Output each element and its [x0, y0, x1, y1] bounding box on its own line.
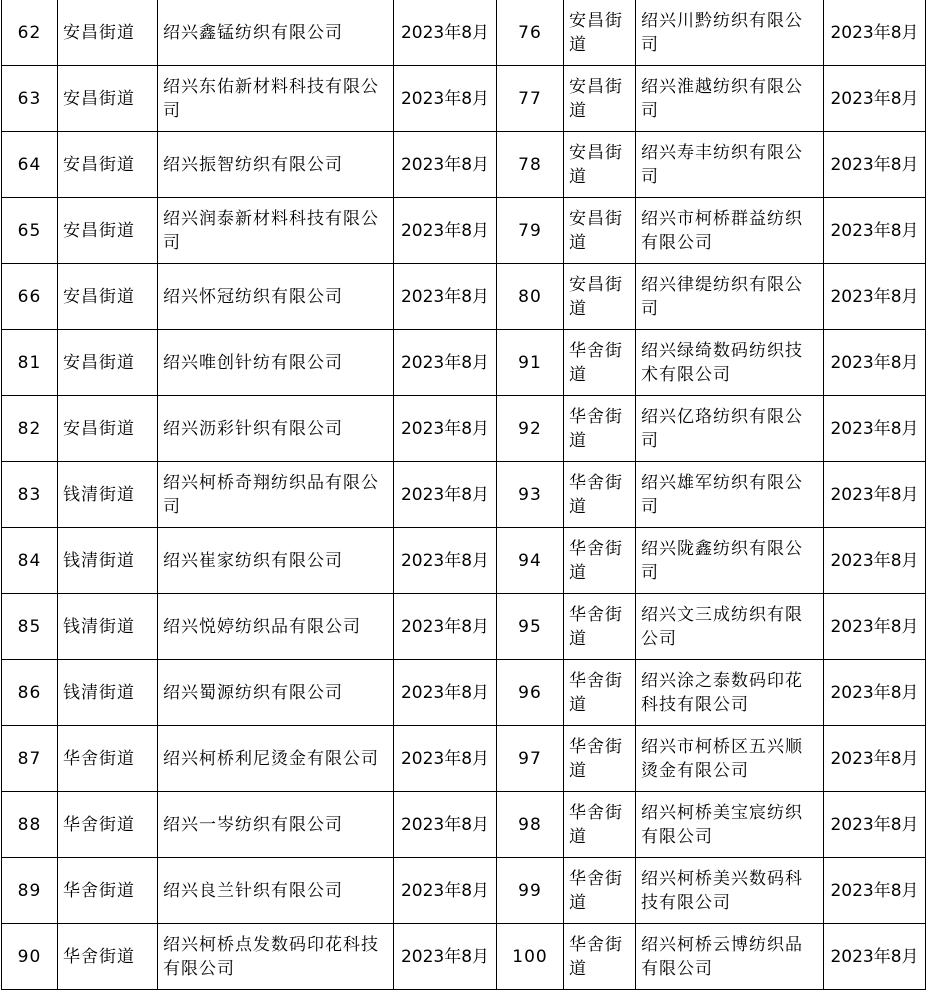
right-company-name: 绍兴柯桥美宝宸纺织有限公司	[636, 792, 824, 858]
left-row-number: 90	[2, 924, 58, 990]
left-company-name: 绍兴蜀源纺织有限公司	[158, 660, 394, 726]
left-company-name: 绍兴振智纺织有限公司	[158, 132, 394, 198]
left-row-number: 89	[2, 858, 58, 924]
left-street-name: 华舍街道	[58, 924, 158, 990]
right-row-number: 94	[497, 528, 564, 594]
table-row	[2, 594, 926, 660]
right-date-cell: 2023年8月	[824, 132, 926, 198]
right-company-name: 绍兴陇鑫纺织有限公司	[636, 528, 824, 594]
right-date-cell: 2023年8月	[824, 660, 926, 726]
right-company-name: 绍兴寿丰纺织有限公司	[636, 132, 824, 198]
right-row-number: 77	[497, 66, 564, 132]
table-body	[2, 0, 926, 990]
left-street-name: 安昌街道	[58, 0, 158, 66]
left-date-cell: 2023年8月	[394, 924, 497, 990]
right-street-name: 华舍街道	[564, 726, 636, 792]
left-date-cell: 2023年8月	[394, 396, 497, 462]
left-date-cell: 2023年8月	[394, 660, 497, 726]
left-row-number: 65	[2, 198, 58, 264]
right-date-cell: 2023年8月	[824, 66, 926, 132]
right-date-cell: 2023年8月	[824, 726, 926, 792]
right-row-number: 95	[497, 594, 564, 660]
right-street-name: 华舍街道	[564, 858, 636, 924]
table-row	[2, 528, 926, 594]
right-row-number: 93	[497, 462, 564, 528]
left-row-number: 64	[2, 132, 58, 198]
right-date-cell: 2023年8月	[824, 330, 926, 396]
right-date-cell: 2023年8月	[824, 924, 926, 990]
left-street-name: 华舍街道	[58, 726, 158, 792]
table-row	[2, 858, 926, 924]
right-row-number: 76	[497, 0, 564, 66]
table-row	[2, 264, 926, 330]
left-date-cell: 2023年8月	[394, 594, 497, 660]
table-row	[2, 924, 926, 990]
left-row-number: 88	[2, 792, 58, 858]
table-row	[2, 396, 926, 462]
left-company-name: 绍兴悦婷纺织品有限公司	[158, 594, 394, 660]
left-row-number: 66	[2, 264, 58, 330]
left-company-name: 绍兴良兰针织有限公司	[158, 858, 394, 924]
left-row-number: 82	[2, 396, 58, 462]
right-row-number: 97	[497, 726, 564, 792]
right-row-number: 98	[497, 792, 564, 858]
right-row-number: 100	[497, 924, 564, 990]
left-date-cell: 2023年8月	[394, 198, 497, 264]
table-row	[2, 198, 926, 264]
right-company-name: 绍兴市柯桥群益纺织有限公司	[636, 198, 824, 264]
table-row	[2, 726, 926, 792]
left-date-cell: 2023年8月	[394, 132, 497, 198]
left-street-name: 安昌街道	[58, 264, 158, 330]
right-row-number: 80	[497, 264, 564, 330]
right-company-name: 绍兴涂之泰数码印花科技有限公司	[636, 660, 824, 726]
right-date-cell: 2023年8月	[824, 462, 926, 528]
right-row-number: 92	[497, 396, 564, 462]
right-date-cell: 2023年8月	[824, 858, 926, 924]
right-date-cell: 2023年8月	[824, 0, 926, 66]
left-street-name: 安昌街道	[58, 132, 158, 198]
right-street-name: 安昌街道	[564, 66, 636, 132]
right-street-name: 安昌街道	[564, 198, 636, 264]
left-date-cell: 2023年8月	[394, 264, 497, 330]
right-street-name: 华舍街道	[564, 330, 636, 396]
right-company-name: 绍兴文三成纺织有限公司	[636, 594, 824, 660]
left-street-name: 钱清街道	[58, 660, 158, 726]
right-date-cell: 2023年8月	[824, 528, 926, 594]
left-date-cell: 2023年8月	[394, 0, 497, 66]
table-row	[2, 132, 926, 198]
left-date-cell: 2023年8月	[394, 792, 497, 858]
right-street-name: 安昌街道	[564, 264, 636, 330]
right-row-number: 99	[497, 858, 564, 924]
left-company-name: 绍兴润泰新材料科技有限公司	[158, 198, 394, 264]
left-date-cell: 2023年8月	[394, 528, 497, 594]
left-date-cell: 2023年8月	[394, 462, 497, 528]
left-street-name: 安昌街道	[58, 396, 158, 462]
right-date-cell: 2023年8月	[824, 792, 926, 858]
right-company-name: 绍兴柯桥云博纺织品有限公司	[636, 924, 824, 990]
right-street-name: 华舍街道	[564, 924, 636, 990]
right-company-name: 绍兴律缇纺织有限公司	[636, 264, 824, 330]
right-street-name: 华舍街道	[564, 594, 636, 660]
left-row-number: 63	[2, 66, 58, 132]
right-street-name: 华舍街道	[564, 792, 636, 858]
table-row	[2, 792, 926, 858]
table-row	[2, 330, 926, 396]
left-street-name: 华舍街道	[58, 858, 158, 924]
table-row	[2, 66, 926, 132]
right-row-number: 79	[497, 198, 564, 264]
right-row-number: 96	[497, 660, 564, 726]
left-company-name: 绍兴柯桥点发数码印花科技有限公司	[158, 924, 394, 990]
left-street-name: 安昌街道	[58, 198, 158, 264]
left-row-number: 81	[2, 330, 58, 396]
right-street-name: 华舍街道	[564, 660, 636, 726]
right-row-number: 91	[497, 330, 564, 396]
table-row	[2, 0, 926, 66]
left-street-name: 安昌街道	[58, 330, 158, 396]
right-date-cell: 2023年8月	[824, 396, 926, 462]
left-street-name: 安昌街道	[58, 66, 158, 132]
left-street-name: 华舍街道	[58, 792, 158, 858]
left-company-name: 绍兴崔家纺织有限公司	[158, 528, 394, 594]
right-street-name: 安昌街道	[564, 0, 636, 66]
left-company-name: 绍兴鑫锰纺织有限公司	[158, 0, 394, 66]
left-row-number: 87	[2, 726, 58, 792]
left-company-name: 绍兴怀冠纺织有限公司	[158, 264, 394, 330]
right-company-name: 绍兴川黔纺织有限公司	[636, 0, 824, 66]
right-street-name: 安昌街道	[564, 132, 636, 198]
left-row-number: 84	[2, 528, 58, 594]
left-company-name: 绍兴柯桥利尼烫金有限公司	[158, 726, 394, 792]
left-date-cell: 2023年8月	[394, 66, 497, 132]
right-company-name: 绍兴柯桥美兴数码科技有限公司	[636, 858, 824, 924]
table-row	[2, 660, 926, 726]
left-street-name: 钱清街道	[58, 594, 158, 660]
table-row	[2, 462, 926, 528]
left-row-number: 83	[2, 462, 58, 528]
right-date-cell: 2023年8月	[824, 264, 926, 330]
left-street-name: 钱清街道	[58, 528, 158, 594]
left-company-name: 绍兴唯创针纺有限公司	[158, 330, 394, 396]
company-list-table	[1, 0, 926, 990]
right-company-name: 绍兴淮越纺织有限公司	[636, 66, 824, 132]
left-row-number: 86	[2, 660, 58, 726]
left-row-number: 62	[2, 0, 58, 66]
right-street-name: 华舍街道	[564, 528, 636, 594]
left-company-name: 绍兴柯桥奇翔纺织品有限公司	[158, 462, 394, 528]
left-company-name: 绍兴一岑纺织有限公司	[158, 792, 394, 858]
left-date-cell: 2023年8月	[394, 858, 497, 924]
left-date-cell: 2023年8月	[394, 330, 497, 396]
right-street-name: 华舍街道	[564, 462, 636, 528]
left-row-number: 85	[2, 594, 58, 660]
right-date-cell: 2023年8月	[824, 198, 926, 264]
left-company-name: 绍兴沥彩针织有限公司	[158, 396, 394, 462]
left-company-name: 绍兴东佑新材料科技有限公司	[158, 66, 394, 132]
right-row-number: 78	[497, 132, 564, 198]
right-date-cell: 2023年8月	[824, 594, 926, 660]
right-street-name: 华舍街道	[564, 396, 636, 462]
right-company-name: 绍兴绿绮数码纺织技术有限公司	[636, 330, 824, 396]
right-company-name: 绍兴亿珞纺织有限公司	[636, 396, 824, 462]
left-street-name: 钱清街道	[58, 462, 158, 528]
right-company-name: 绍兴市柯桥区五兴顺烫金有限公司	[636, 726, 824, 792]
left-date-cell: 2023年8月	[394, 726, 497, 792]
right-company-name: 绍兴雄军纺织有限公司	[636, 462, 824, 528]
